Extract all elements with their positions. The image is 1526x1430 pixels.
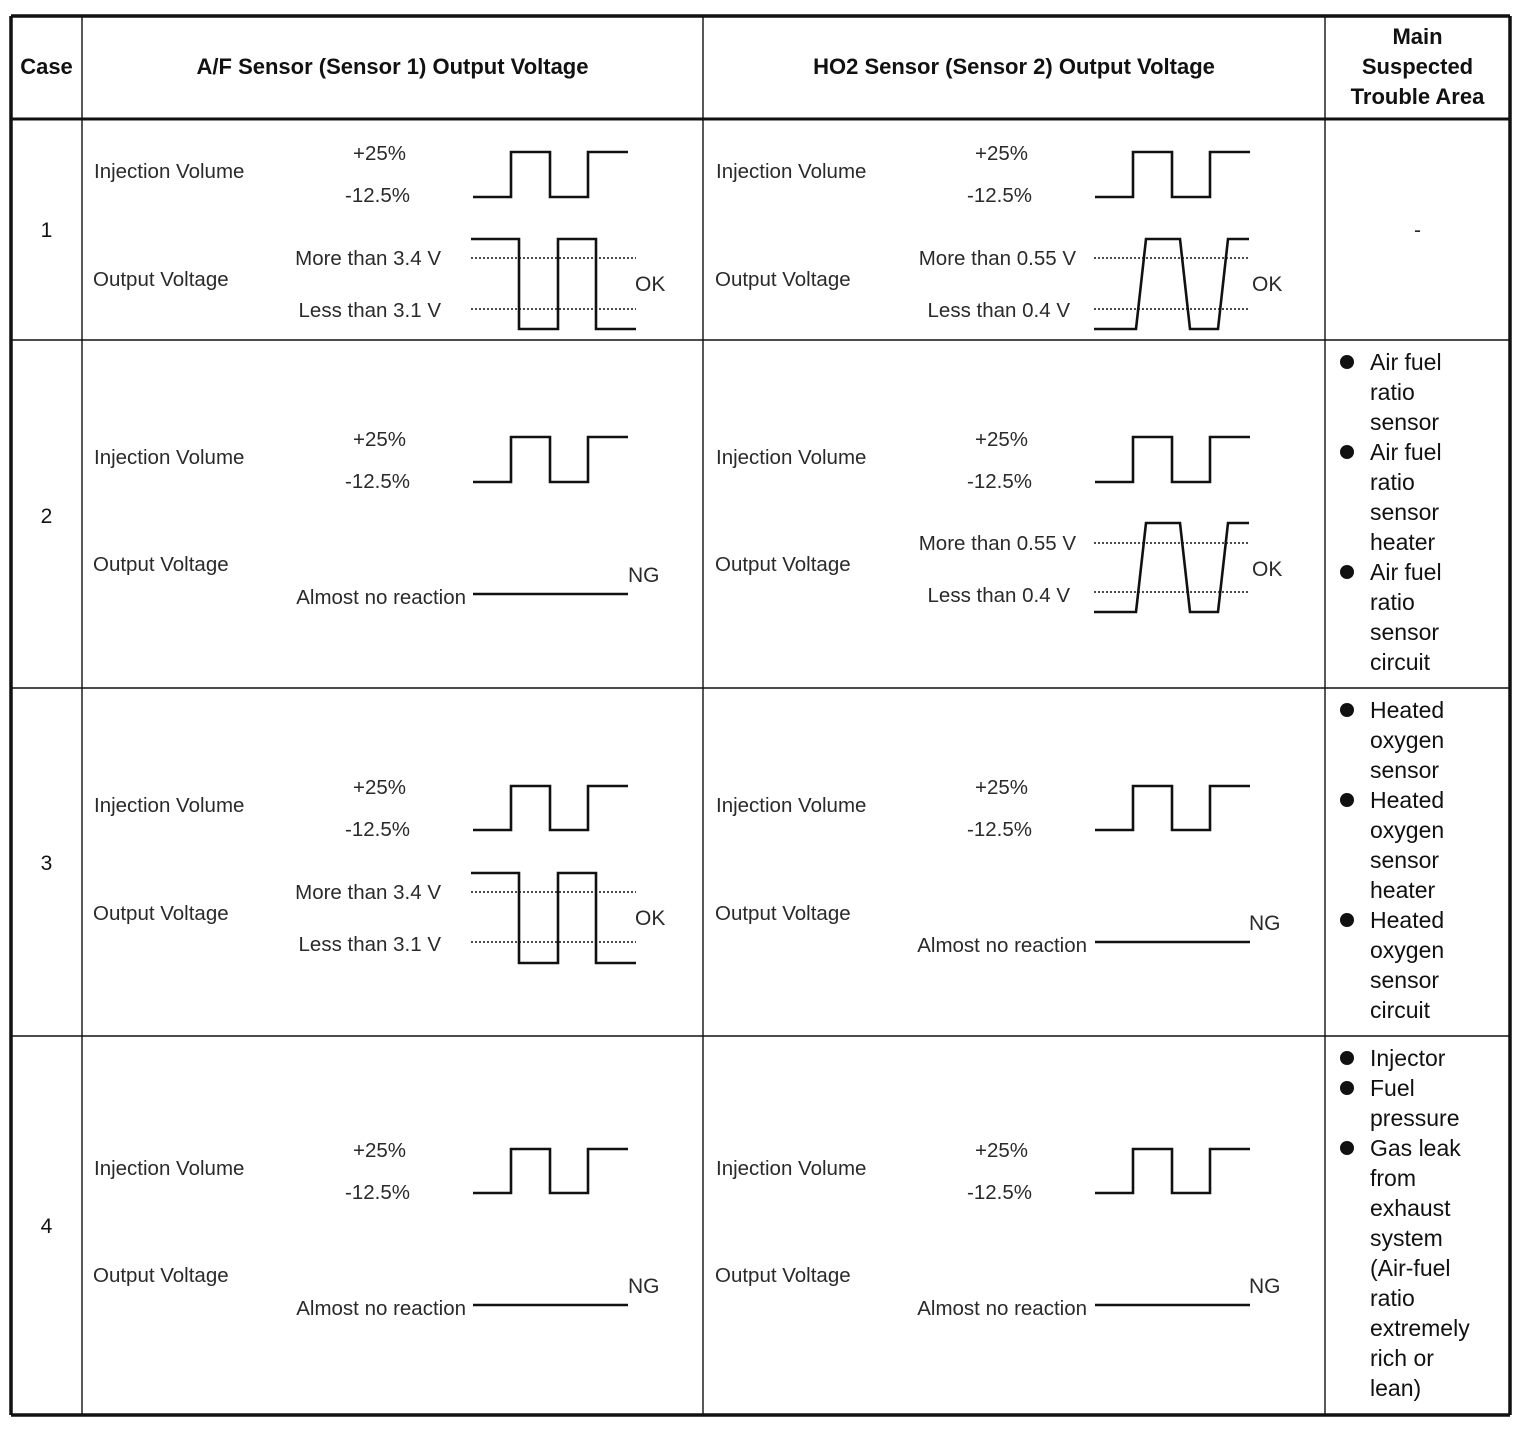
- case-2-ho2-threshold-high-label: More than 0.55 V: [918, 532, 1076, 555]
- case-2-ho2-inj-low-label: -12.5%: [967, 470, 1032, 493]
- case-4-af-no-reaction-label: Almost no reaction: [296, 1297, 466, 1320]
- case-3-trouble-list: [1325, 695, 1510, 1025]
- bullet-icon: [1340, 355, 1354, 369]
- trouble-item-text: Gas leak from exhaust system (Air-fuel ratio extremely rich or lean): [1370, 1135, 1470, 1401]
- case-3-ho2-inj-low-label: -12.5%: [967, 818, 1032, 841]
- case-1-af-inj-low-label: -12.5%: [345, 184, 410, 207]
- bullet-icon: [1340, 1081, 1354, 1095]
- case-3-ho2-inj-high-label: +25%: [975, 776, 1029, 799]
- header-trouble-line1: Main: [1392, 24, 1443, 49]
- trouble-item-text: Heated oxygen sensor circuit: [1370, 907, 1445, 1023]
- case-4-ho2-injection-label: Injection Volume: [716, 1157, 867, 1180]
- trouble-list-item: [1325, 437, 1485, 557]
- bullet-icon: [1340, 445, 1354, 459]
- trouble-list-item: [1325, 557, 1485, 677]
- case-2-af-injection-label: Injection Volume: [94, 446, 245, 469]
- trouble-list-item: [1325, 347, 1485, 437]
- case-4-af-inj-low-label: -12.5%: [345, 1181, 410, 1204]
- case-4-ho2-no-reaction-label: Almost no reaction: [917, 1297, 1087, 1320]
- case-4-af-output-label: Output Voltage: [93, 1264, 229, 1287]
- trouble-item-text: Heated oxygen sensor heater: [1370, 787, 1445, 903]
- case-3-number: 3: [40, 852, 53, 875]
- case-2-ho2-injection-label: Injection Volume: [716, 446, 867, 469]
- case-2-ho2-result: OK: [1252, 558, 1283, 581]
- case-1-af-output-label: Output Voltage: [93, 268, 229, 291]
- case-4-af-result: NG: [628, 1275, 660, 1298]
- case-3-af-injection-label: Injection Volume: [94, 794, 245, 817]
- case-3-ho2-output-label: Output Voltage: [715, 902, 851, 925]
- header-af-sensor: A/F Sensor (Sensor 1) Output Voltage: [196, 54, 589, 79]
- header-case: Case: [20, 54, 73, 79]
- case-1-af-injection-label: Injection Volume: [94, 160, 245, 183]
- case-1-af-inj-high-label: +25%: [353, 142, 407, 165]
- case-1-ho2-threshold-high-label: More than 0.55 V: [918, 247, 1076, 270]
- trouble-list-item: [1325, 695, 1485, 785]
- case-3-ho2-injection-label: Injection Volume: [716, 794, 867, 817]
- bullet-icon: [1340, 1141, 1354, 1155]
- case-2-ho2-inj-high-label: +25%: [975, 428, 1029, 451]
- case-4-af-injection-label: Injection Volume: [94, 1157, 245, 1180]
- case-4-ho2-inj-high-label: +25%: [975, 1139, 1029, 1162]
- case-2-trouble-list: [1325, 347, 1510, 677]
- case-1-ho2-injection-label: Injection Volume: [716, 160, 867, 183]
- case-1-af-threshold-low-label: Less than 3.1 V: [298, 299, 441, 322]
- case-2-af-no-reaction-label: Almost no reaction: [296, 586, 466, 609]
- case-1-af-result: OK: [635, 273, 666, 296]
- header-trouble-line2: Suspected: [1361, 54, 1474, 79]
- case-4-ho2-inj-low-label: -12.5%: [967, 1181, 1032, 1204]
- trouble-item-text: Heated oxygen sensor: [1370, 697, 1445, 783]
- trouble-item-text: Injector: [1370, 1045, 1446, 1071]
- header-trouble-line3: Trouble Area: [1350, 84, 1485, 109]
- case-3-af-output-label: Output Voltage: [93, 902, 229, 925]
- case-4-ho2-result: NG: [1249, 1275, 1281, 1298]
- bullet-icon: [1340, 793, 1354, 807]
- case-3-af-inj-high-label: +25%: [353, 776, 407, 799]
- header-ho2-sensor: HO2 Sensor (Sensor 2) Output Voltage: [813, 54, 1215, 79]
- trouble-item-text: Air fuel ratio sensor circuit: [1370, 559, 1442, 675]
- case-2-af-inj-high-label: +25%: [353, 428, 407, 451]
- case-1-ho2-inj-high-label: +25%: [975, 142, 1029, 165]
- case-4-af-inj-high-label: +25%: [353, 1139, 407, 1162]
- bullet-icon: [1340, 703, 1354, 717]
- case-1-number: 1: [40, 219, 53, 242]
- case-4-ho2-output-label: Output Voltage: [715, 1264, 851, 1287]
- bullet-icon: [1340, 913, 1354, 927]
- trouble-item-text: Fuel pressure: [1370, 1075, 1460, 1131]
- case-3-ho2-result: NG: [1249, 912, 1281, 935]
- bullet-icon: [1340, 565, 1354, 579]
- case-2-number: 2: [40, 505, 53, 528]
- case-3-af-threshold-low-label: Less than 3.1 V: [298, 933, 441, 956]
- case-1-af-threshold-high-label: More than 3.4 V: [295, 247, 441, 270]
- case-1-ho2-result: OK: [1252, 273, 1283, 296]
- trouble-list-item: [1325, 1133, 1485, 1403]
- case-2-af-inj-low-label: -12.5%: [345, 470, 410, 493]
- case-2-af-result: NG: [628, 564, 660, 587]
- case-3-af-threshold-high-label: More than 3.4 V: [295, 881, 441, 904]
- case-2-af-output-label: Output Voltage: [93, 553, 229, 576]
- case-2-ho2-threshold-low-label: Less than 0.4 V: [927, 584, 1070, 607]
- trouble-list-item: [1325, 905, 1485, 1025]
- case-1-ho2-threshold-low-label: Less than 0.4 V: [927, 299, 1070, 322]
- bullet-icon: [1340, 1051, 1354, 1065]
- case-1-ho2-inj-low-label: -12.5%: [967, 184, 1032, 207]
- case-1-ho2-output-label: Output Voltage: [715, 268, 851, 291]
- case-3-af-result: OK: [635, 907, 666, 930]
- case-3-ho2-no-reaction-label: Almost no reaction: [917, 934, 1087, 957]
- trouble-item-text: Air fuel ratio sensor heater: [1370, 439, 1442, 555]
- trouble-list-item: [1325, 1043, 1485, 1073]
- trouble-list-item: [1325, 1073, 1485, 1133]
- case-1-trouble-none: -: [1414, 219, 1421, 242]
- trouble-list-item: [1325, 785, 1485, 905]
- case-2-ho2-output-label: Output Voltage: [715, 553, 851, 576]
- trouble-item-text: Air fuel ratio sensor: [1370, 349, 1442, 435]
- case-4-number: 4: [40, 1215, 53, 1238]
- case-3-af-inj-low-label: -12.5%: [345, 818, 410, 841]
- case-4-trouble-list: [1325, 1043, 1510, 1403]
